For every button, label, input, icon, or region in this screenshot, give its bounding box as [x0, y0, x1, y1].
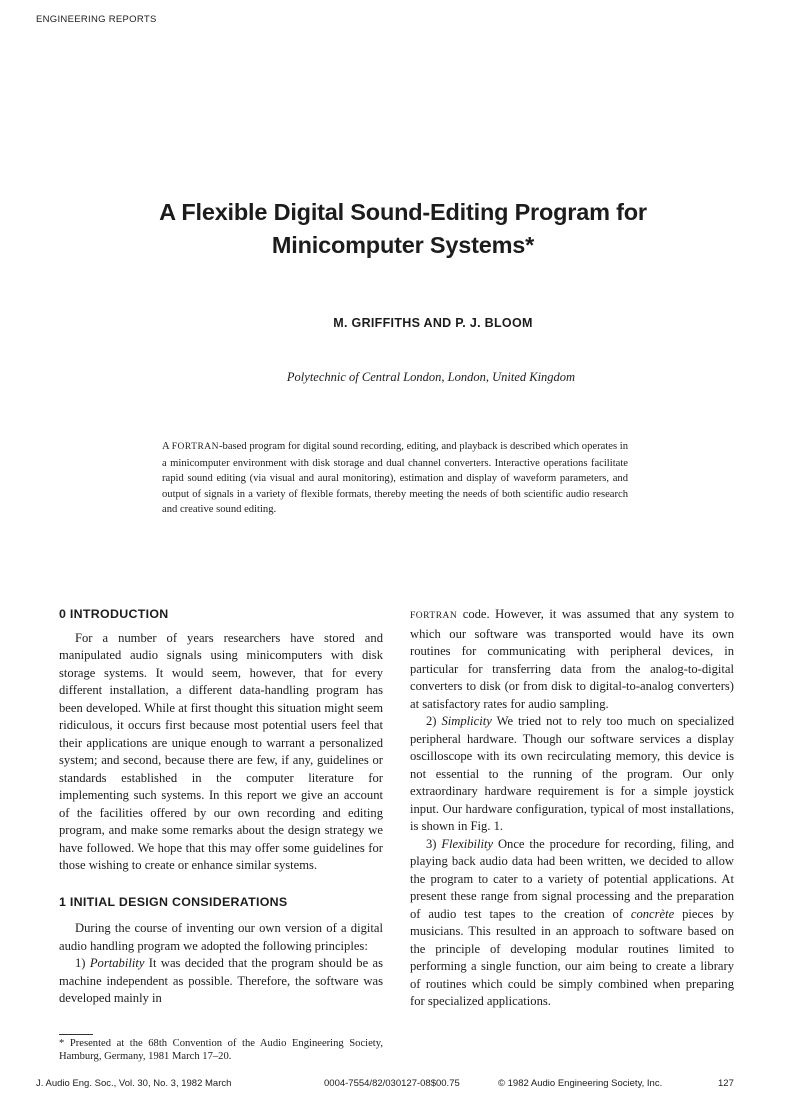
simplicity-paragraph — [410, 713, 734, 836]
simplicity-text: We tried not to rely too much on specialized peripheral hardware. Though our software services a display oscilloscope with its own recirculating memory, this device is not essential to the running of the program. Our only extraordinary hardware requirement is for a simple joystick input. Our hardware configuration, typical of most installations, is shown in Fig. 1. — [410, 714, 734, 833]
running-head: ENGINEERING REPORTS — [36, 14, 157, 25]
abstract-prefix: A — [162, 441, 172, 452]
intro-heading: 0 INTRODUCTION — [59, 607, 169, 621]
abstract-text: -based program for digital sound recording, editing, and playback is described which operates in a minicomputer environment with disk storage and dual channel converters. Interactive operations facilitate rapid sound editing (via visual and aural monitoring), estimation and display of waveform parameters, and output of signals in a variety of flexible formats, thereby meeting the needs of both scientific audio research and creative sound editing. — [162, 441, 628, 515]
left-column — [59, 606, 383, 1008]
footnote-rule — [59, 1034, 93, 1035]
design-heading: 1 INITIAL DESIGN CONSIDERATIONS — [59, 894, 288, 909]
design-paragraph: During the course of inventing our own version of a digital audio handling program we adopted the following principles: — [59, 921, 383, 953]
title-line-2: Minicomputer Systems* — [271, 232, 535, 258]
flexibility-text-continued: pieces by musicians. This resulted in an approach to software based on the principle of developing modular routines limited to performing a single function, our aim being to create a library of routines which could be simply combined when preparing for specialized applications. — [410, 906, 734, 1008]
affiliation: Polytechnic of Central London, London, United Kingdom — [286, 370, 576, 384]
portability-text-continued: code. However, it was assumed that any system to which our software was transported would have its own routines for communicating with peripheral devices, in particular for transferring data from the analog-to-digital converters to disk (or from disk to digital-to-analog converters) at satisfactory rates for audio sampling. — [410, 607, 734, 711]
footer-page-number: 127 — [718, 1078, 734, 1089]
flexibility-text: Once the procedure for recording, filing, and playing back audio data had been written, we decided to allow the program to cater to a variety of potential applications. At present these range from signal processing and the preparation of audio test tapes to the creation of — [410, 836, 735, 921]
footer-code: 0004-7554/82/030127-08$00.75 — [324, 1078, 460, 1089]
intro-paragraph: For a number of years researchers have stored and manipulated audio signals using minicomputers with disk storage systems. It would seem, however, that for every different installation, a different data-handling program has been developed. While at first thought this situation might seem ridiculous, it occurs first because most potential users feel that their applications are unique enough to warrant a personalized system; and second, because there are few, if any, guidelines or standards established in the computer literature for implementing such systems. In this report we give an account of the facilities offered by our own recording and editing program, and make some remarks about the design strategy we have followed. We hope that this may offer some guidelines for those wishing to create or enhance similar systems. — [59, 630, 383, 872]
portability-fortran: FORTRAN — [410, 611, 458, 621]
portability-paragraph-end — [410, 606, 734, 713]
footnote: * Presented at the 68th Convention of the Audio Engineering Society, Hamburg, Germany, 1981 March 17–20. — [59, 1038, 383, 1062]
simplicity-label: 2) — [426, 714, 442, 728]
abstract-fortran: FORTRAN — [171, 442, 220, 452]
simplicity-term: Simplicity — [441, 714, 492, 728]
footer-journal: J. Audio Eng. Soc., Vol. 30, No. 3, 1982 March — [36, 1078, 232, 1089]
portability-paragraph-start — [59, 955, 383, 1008]
flexibility-label: 3) — [426, 836, 442, 851]
paper-title — [60, 196, 746, 262]
right-column — [410, 606, 734, 1011]
abstract — [162, 439, 628, 518]
footer-copyright: © 1982 Audio Engineering Society, Inc. — [498, 1078, 663, 1089]
portability-term: Portability — [89, 956, 145, 970]
authors: M. GRIFFITHS AND P. J. BLOOM — [333, 316, 533, 330]
portability-label: 1) — [75, 956, 90, 970]
flexibility-term: Flexibility — [441, 836, 494, 851]
title-line-1: A Flexible Digital Sound-Editing Program for — [159, 199, 647, 225]
portability-text: It was decided that the program should be as machine independent as possible. Therefore, the software was developed mainly in — [59, 956, 384, 1005]
flexibility-paragraph — [410, 836, 734, 1011]
concrete-term: concrète — [630, 906, 675, 921]
